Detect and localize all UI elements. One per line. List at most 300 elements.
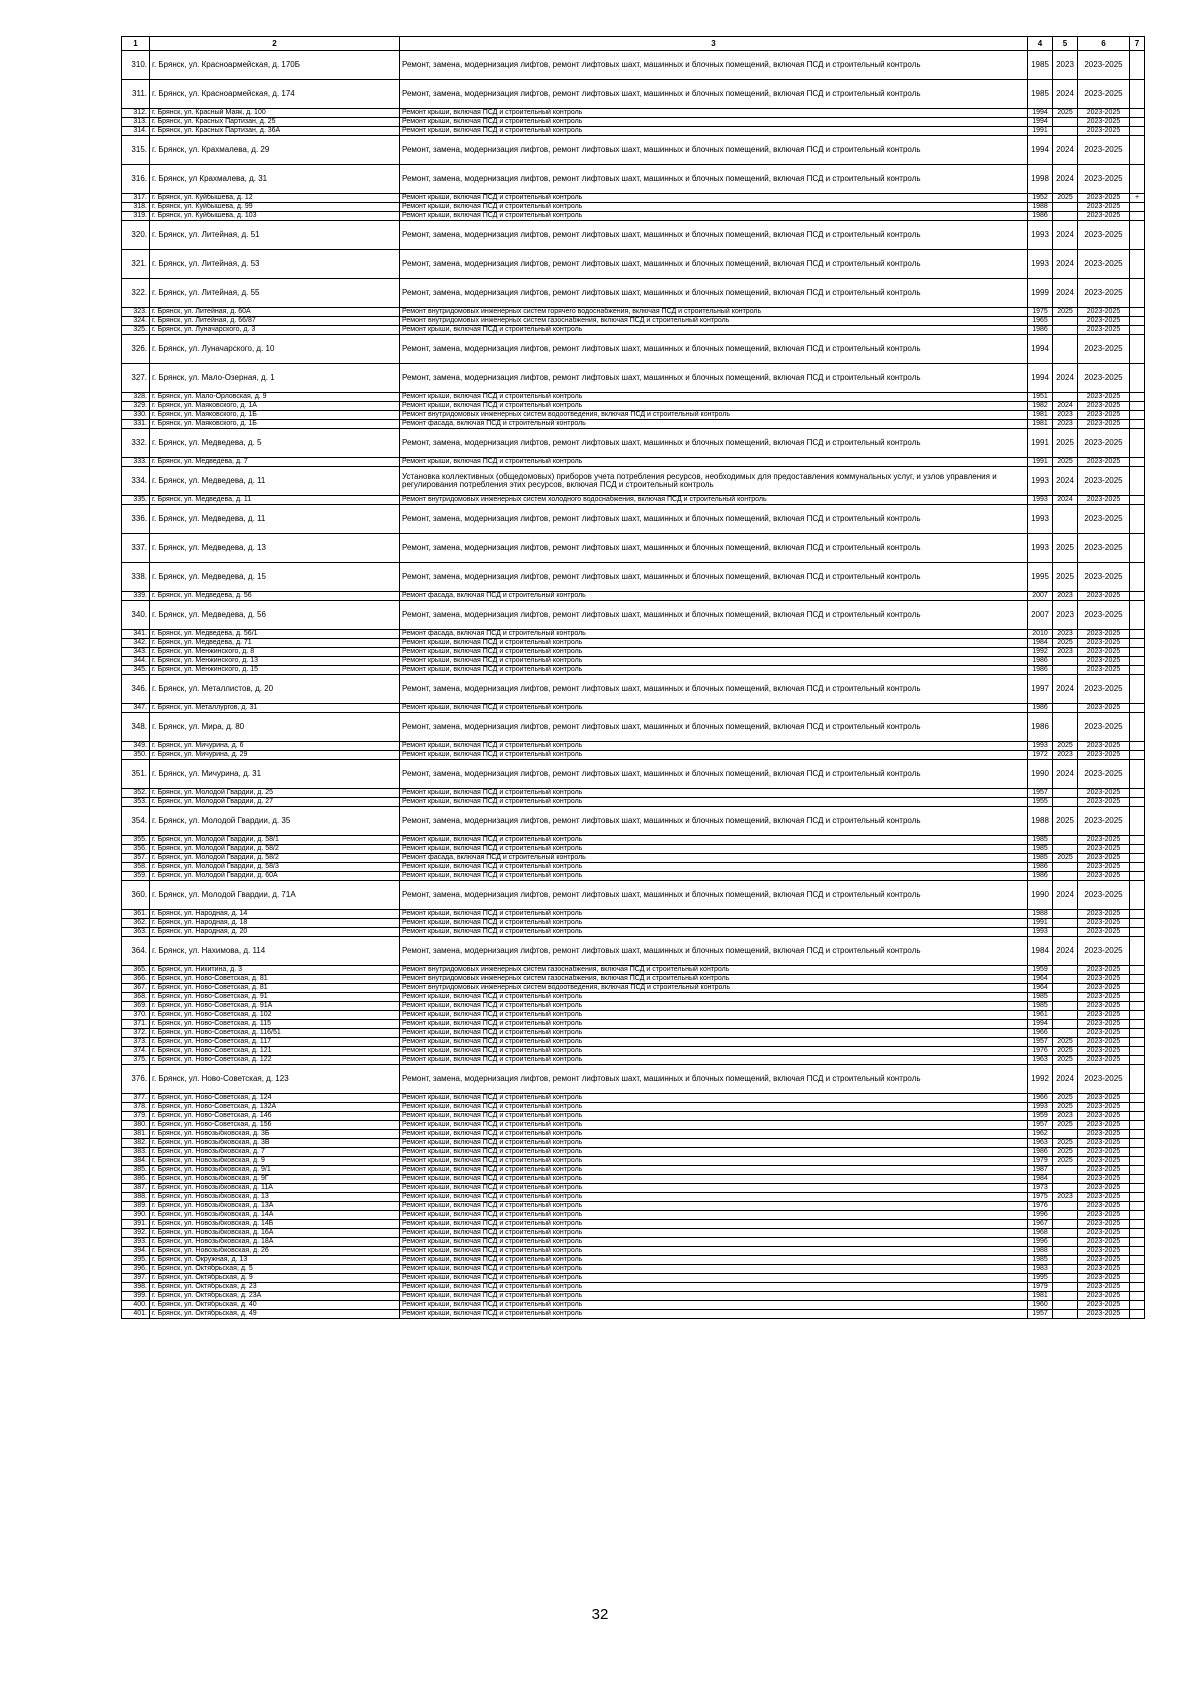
planned-year-cell	[1053, 1274, 1078, 1283]
program-period-cell: 2023-2025	[1078, 751, 1130, 760]
note-cell	[1130, 80, 1145, 109]
planned-year-cell	[1053, 1265, 1078, 1274]
planned-year-cell: 2025	[1053, 1056, 1078, 1065]
year-built-cell: 1983	[1028, 1265, 1053, 1274]
work-type-cell: Ремонт, замена, модернизация лифтов, ремонт лифтовых шахт, машинных и блочных помещений, включая ПСД и строительный контроль	[400, 505, 1028, 534]
table-row	[122, 51, 1145, 80]
address-cell: г. Брянск, ул. Медведева, д. 11	[150, 505, 400, 534]
address-cell: г. Брянск, ул. Новозыбковская, д. 9Г	[150, 1175, 400, 1184]
row-number-cell: 320.	[122, 221, 150, 250]
year-built-cell: 1952	[1028, 194, 1053, 203]
table-row	[122, 1247, 1145, 1256]
address-cell: г. Брянск, ул. Медведева, д. 56	[150, 601, 400, 630]
work-type-cell: Ремонт крыши, включая ПСД и строительный контроль	[400, 1029, 1028, 1038]
year-built-cell: 1996	[1028, 1238, 1053, 1247]
year-built-cell: 1996	[1028, 1211, 1053, 1220]
address-cell: г. Брянск, ул. Медведева, д. 13	[150, 534, 400, 563]
year-built-cell: 1986	[1028, 704, 1053, 713]
planned-year-cell: 2025	[1053, 1038, 1078, 1047]
year-built-cell: 1964	[1028, 975, 1053, 984]
year-built-cell: 1965	[1028, 317, 1053, 326]
address-cell: г. Брянск, ул. Молодой Гвардии, д. 58/1	[150, 836, 400, 845]
table-row	[122, 393, 1145, 402]
planned-year-cell	[1053, 335, 1078, 364]
work-type-cell: Ремонт, замена, модернизация лифтов, ремонт лифтовых шахт, машинных и блочных помещений, включая ПСД и строительный контроль	[400, 937, 1028, 966]
program-period-cell: 2023-2025	[1078, 807, 1130, 836]
row-number-cell: 325.	[122, 326, 150, 335]
work-type-cell: Ремонт крыши, включая ПСД и строительный контроль	[400, 458, 1028, 467]
row-number-cell: 331.	[122, 420, 150, 429]
work-type-cell: Ремонт, замена, модернизация лифтов, ремонт лифтовых шахт, машинных и блочных помещений, включая ПСД и строительный контроль	[400, 881, 1028, 910]
planned-year-cell	[1053, 1238, 1078, 1247]
program-period-cell: 2023-2025	[1078, 704, 1130, 713]
table-row	[122, 919, 1145, 928]
work-type-cell: Ремонт крыши, включая ПСД и строительный контроль	[400, 993, 1028, 1002]
program-period-cell: 2023-2025	[1078, 1310, 1130, 1319]
planned-year-cell: 2025	[1053, 109, 1078, 118]
planned-year-cell	[1053, 919, 1078, 928]
program-period-cell: 2023-2025	[1078, 639, 1130, 648]
note-cell	[1130, 420, 1145, 429]
work-type-cell: Ремонт крыши, включая ПСД и строительный контроль	[400, 1301, 1028, 1310]
work-type-cell: Ремонт внутридомовых инженерных систем газоснабжения, включая ПСД и строительный контроль	[400, 317, 1028, 326]
address-cell: г. Брянск, ул. Новозыбковская, д. 9	[150, 1157, 400, 1166]
work-type-cell: Ремонт крыши, включая ПСД и строительный контроль	[400, 1175, 1028, 1184]
row-number-cell: 351.	[122, 760, 150, 789]
note-cell	[1130, 326, 1145, 335]
planned-year-cell	[1053, 1301, 1078, 1310]
program-period-cell: 2023-2025	[1078, 910, 1130, 919]
row-number-cell: 363.	[122, 928, 150, 937]
planned-year-cell: 2023	[1053, 420, 1078, 429]
program-period-cell: 2023-2025	[1078, 496, 1130, 505]
address-cell: г. Брянск, ул. Мичурина, д. 6	[150, 742, 400, 751]
note-cell	[1130, 1310, 1145, 1319]
year-built-cell: 1990	[1028, 881, 1053, 910]
row-number-cell: 364.	[122, 937, 150, 966]
year-built-cell: 1979	[1028, 1283, 1053, 1292]
planned-year-cell: 2023	[1053, 411, 1078, 420]
column-number-4: 4	[1028, 37, 1053, 51]
planned-year-cell	[1053, 1292, 1078, 1301]
year-built-cell: 1993	[1028, 742, 1053, 751]
row-number-cell: 400.	[122, 1301, 150, 1310]
address-cell: г. Брянск, ул. Луначарского, д. 10	[150, 335, 400, 364]
planned-year-cell	[1053, 975, 1078, 984]
program-period-cell: 2023-2025	[1078, 1193, 1130, 1202]
note-cell	[1130, 1011, 1145, 1020]
row-number-cell: 323.	[122, 308, 150, 317]
row-number-cell: 401.	[122, 1310, 150, 1319]
table-row	[122, 639, 1145, 648]
table-row	[122, 467, 1145, 496]
table-row	[122, 798, 1145, 807]
planned-year-cell: 2024	[1053, 1065, 1078, 1094]
program-period-cell: 2023-2025	[1078, 221, 1130, 250]
note-cell	[1130, 928, 1145, 937]
planned-year-cell: 2024	[1053, 279, 1078, 308]
work-type-cell: Ремонт крыши, включая ПСД и строительный контроль	[400, 648, 1028, 657]
row-number-cell: 353.	[122, 798, 150, 807]
row-number-cell: 350.	[122, 751, 150, 760]
program-period-cell: 2023-2025	[1078, 317, 1130, 326]
address-cell: г. Брянск, ул. Ново-Советская, д. 124	[150, 1094, 400, 1103]
program-period-cell: 2023-2025	[1078, 675, 1130, 704]
address-cell: г. Брянск, ул. Молодой Гвардии, д. 58/2	[150, 845, 400, 854]
planned-year-cell: 2025	[1053, 308, 1078, 317]
note-cell	[1130, 630, 1145, 639]
program-period-cell: 2023-2025	[1078, 937, 1130, 966]
note-cell	[1130, 51, 1145, 80]
row-number-cell: 356.	[122, 845, 150, 854]
year-built-cell: 1994	[1028, 335, 1053, 364]
year-built-cell: 1988	[1028, 203, 1053, 212]
address-cell: г. Брянск, ул. Молодой Гвардии, д. 60А	[150, 872, 400, 881]
address-cell: г. Брянск, ул. Мичурина, д. 31	[150, 760, 400, 789]
planned-year-cell: 2025	[1053, 1121, 1078, 1130]
note-cell	[1130, 675, 1145, 704]
note-cell	[1130, 429, 1145, 458]
work-type-cell: Ремонт, замена, модернизация лифтов, ремонт лифтовых шахт, машинных и блочных помещений, включая ПСД и строительный контроль	[400, 165, 1028, 194]
address-cell: г. Брянск, ул. Ново-Советская, д. 117	[150, 1038, 400, 1047]
address-cell: г. Брянск, ул. Медведева, д. 71	[150, 639, 400, 648]
work-type-cell: Ремонт крыши, включая ПСД и строительный контроль	[400, 910, 1028, 919]
year-built-cell: 1991	[1028, 919, 1053, 928]
table-row	[122, 975, 1145, 984]
work-type-cell: Ремонт внутридомовых инженерных систем газоснабжения, включая ПСД и строительный контроль	[400, 975, 1028, 984]
work-type-cell: Ремонт крыши, включая ПСД и строительный контроль	[400, 194, 1028, 203]
work-type-cell: Ремонт, замена, модернизация лифтов, ремонт лифтовых шахт, машинных и блочных помещений, включая ПСД и строительный контроль	[400, 221, 1028, 250]
program-period-cell: 2023-2025	[1078, 212, 1130, 221]
table-row	[122, 1292, 1145, 1301]
address-cell: г. Брянск, ул. Литейная, д. 53	[150, 250, 400, 279]
address-cell: г. Брянск, ул. Молодой Гвардии, д. 35	[150, 807, 400, 836]
planned-year-cell: 2025	[1053, 742, 1078, 751]
year-built-cell: 1998	[1028, 165, 1053, 194]
program-period-cell: 2023-2025	[1078, 402, 1130, 411]
table-row	[122, 1301, 1145, 1310]
table-row	[122, 1202, 1145, 1211]
year-built-cell: 1961	[1028, 1011, 1053, 1020]
row-number-cell: 339.	[122, 592, 150, 601]
program-period-cell: 2023-2025	[1078, 1029, 1130, 1038]
program-period-cell: 2023-2025	[1078, 975, 1130, 984]
address-cell: г. Брянск, ул. Маяковского, д. 1А	[150, 402, 400, 411]
note-cell	[1130, 751, 1145, 760]
row-number-cell: 367.	[122, 984, 150, 993]
row-number-cell: 394.	[122, 1247, 150, 1256]
program-period-cell: 2023-2025	[1078, 1256, 1130, 1265]
planned-year-cell	[1053, 118, 1078, 127]
address-cell: г. Брянск, ул. Маяковского, д. 1Б	[150, 411, 400, 420]
work-type-cell: Ремонт, замена, модернизация лифтов, ремонт лифтовых шахт, машинных и блочных помещений, включая ПСД и строительный контроль	[400, 51, 1028, 80]
row-number-cell: 358.	[122, 863, 150, 872]
note-cell	[1130, 1220, 1145, 1229]
row-number-cell: 378.	[122, 1103, 150, 1112]
planned-year-cell	[1053, 1283, 1078, 1292]
year-built-cell: 1957	[1028, 1310, 1053, 1319]
table-row	[122, 1175, 1145, 1184]
address-cell: г. Брянск, ул. Куйбышева, д. 99	[150, 203, 400, 212]
program-period-cell: 2023-2025	[1078, 1121, 1130, 1130]
row-number-cell: 338.	[122, 563, 150, 592]
row-number-cell: 311.	[122, 80, 150, 109]
address-cell: г. Брянск, ул. Новозыбковская, д. 14Б	[150, 1220, 400, 1229]
note-cell	[1130, 118, 1145, 127]
year-built-cell: 1963	[1028, 1056, 1053, 1065]
program-period-cell: 2023-2025	[1078, 1211, 1130, 1220]
address-cell: г. Брянск, ул. Мичурина, д. 29	[150, 751, 400, 760]
year-built-cell: 1960	[1028, 1301, 1053, 1310]
year-built-cell: 1986	[1028, 713, 1053, 742]
row-number-cell: 385.	[122, 1166, 150, 1175]
work-type-cell: Ремонт крыши, включая ПСД и строительный контроль	[400, 1184, 1028, 1193]
address-cell: г. Брянск, ул. Медведева, д. 15	[150, 563, 400, 592]
year-built-cell: 1967	[1028, 1220, 1053, 1229]
program-period-cell: 2023-2025	[1078, 1056, 1130, 1065]
row-number-cell: 359.	[122, 872, 150, 881]
year-built-cell: 1975	[1028, 308, 1053, 317]
program-period-cell: 2023-2025	[1078, 80, 1130, 109]
program-period-cell: 2023-2025	[1078, 1011, 1130, 1020]
table-row	[122, 1310, 1145, 1319]
row-number-cell: 374.	[122, 1047, 150, 1056]
row-number-cell: 333.	[122, 458, 150, 467]
year-built-cell: 1992	[1028, 1065, 1053, 1094]
note-cell	[1130, 1265, 1145, 1274]
row-number-cell: 326.	[122, 335, 150, 364]
year-built-cell: 1963	[1028, 1139, 1053, 1148]
column-number-1: 1	[122, 37, 150, 51]
program-period-cell: 2023-2025	[1078, 760, 1130, 789]
table-row	[122, 966, 1145, 975]
address-cell: г. Брянск, ул. Новозыбковская, д. 13	[150, 1193, 400, 1202]
program-period-cell: 2023-2025	[1078, 1139, 1130, 1148]
year-built-cell: 1985	[1028, 845, 1053, 854]
year-built-cell: 1985	[1028, 51, 1053, 80]
planned-year-cell: 2025	[1053, 1157, 1078, 1166]
work-type-cell: Ремонт, замена, модернизация лифтов, ремонт лифтовых шахт, машинных и блочных помещений, включая ПСД и строительный контроль	[400, 713, 1028, 742]
year-built-cell: 1999	[1028, 279, 1053, 308]
address-cell: г. Брянск, ул. Красных Партизан, д. 36А	[150, 127, 400, 136]
year-built-cell: 1993	[1028, 221, 1053, 250]
column-number-7: 7	[1130, 37, 1145, 51]
work-type-cell: Ремонт крыши, включая ПСД и строительный контроль	[400, 1094, 1028, 1103]
address-cell: г. Брянск, ул. Литейная, д. 66/87	[150, 317, 400, 326]
note-cell	[1130, 402, 1145, 411]
program-period-cell: 2023-2025	[1078, 467, 1130, 496]
table-row	[122, 335, 1145, 364]
table-row	[122, 80, 1145, 109]
planned-year-cell: 2024	[1053, 80, 1078, 109]
table-row	[122, 1139, 1145, 1148]
program-period-cell: 2023-2025	[1078, 666, 1130, 675]
row-number-cell: 360.	[122, 881, 150, 910]
work-type-cell: Ремонт крыши, включая ПСД и строительный контроль	[400, 1139, 1028, 1148]
work-type-cell: Ремонт крыши, включая ПСД и строительный контроль	[400, 742, 1028, 751]
row-number-cell: 348.	[122, 713, 150, 742]
planned-year-cell: 2024	[1053, 136, 1078, 165]
row-number-cell: 382.	[122, 1139, 150, 1148]
address-cell: г. Брянск, ул. Литейная, д. 51	[150, 221, 400, 250]
note-cell	[1130, 1094, 1145, 1103]
table-row	[122, 317, 1145, 326]
program-period-cell: 2023-2025	[1078, 854, 1130, 863]
work-type-cell: Ремонт крыши, включая ПСД и строительный контроль	[400, 789, 1028, 798]
address-cell: г. Брянск, ул. Новозыбковская, д. 3В	[150, 1139, 400, 1148]
address-cell: г. Брянск, ул. Ново-Советская, д. 91А	[150, 1002, 400, 1011]
note-cell	[1130, 919, 1145, 928]
work-type-cell: Ремонт крыши, включая ПСД и строительный контроль	[400, 704, 1028, 713]
address-cell: г. Брянск, ул. Молодой Гвардии, д. 71А	[150, 881, 400, 910]
work-type-cell: Ремонт внутридомовых инженерных систем газоснабжения, включая ПСД и строительный контроль	[400, 966, 1028, 975]
table-row	[122, 836, 1145, 845]
address-cell: г. Брянск, ул. Мира, д. 80	[150, 713, 400, 742]
table-row	[122, 1103, 1145, 1112]
note-cell	[1130, 1175, 1145, 1184]
table-row	[122, 1193, 1145, 1202]
year-built-cell: 1985	[1028, 1002, 1053, 1011]
row-number-cell: 393.	[122, 1238, 150, 1247]
row-number-cell: 318.	[122, 203, 150, 212]
note-cell	[1130, 592, 1145, 601]
note-cell	[1130, 1002, 1145, 1011]
planned-year-cell	[1053, 1020, 1078, 1029]
row-number-cell: 336.	[122, 505, 150, 534]
work-type-cell: Ремонт крыши, включая ПСД и строительный контроль	[400, 919, 1028, 928]
table-row	[122, 1256, 1145, 1265]
table-row	[122, 165, 1145, 194]
row-number-cell: 314.	[122, 127, 150, 136]
row-number-cell: 361.	[122, 910, 150, 919]
work-type-cell: Ремонт крыши, включая ПСД и строительный контроль	[400, 203, 1028, 212]
address-cell: г. Брянск, ул. Луначарского, д. 3	[150, 326, 400, 335]
table-row	[122, 429, 1145, 458]
planned-year-cell	[1053, 863, 1078, 872]
address-cell: г. Брянск, ул. Молодой Гвардии, д. 58/3	[150, 863, 400, 872]
note-cell	[1130, 1112, 1145, 1121]
note-cell	[1130, 364, 1145, 393]
year-built-cell: 1994	[1028, 136, 1053, 165]
work-type-cell: Ремонт крыши, включая ПСД и строительный контроль	[400, 1148, 1028, 1157]
program-period-cell: 2023-2025	[1078, 1166, 1130, 1175]
address-cell: г. Брянск, ул. Красноармейская, д. 170Б	[150, 51, 400, 80]
table-row	[122, 872, 1145, 881]
note-cell	[1130, 910, 1145, 919]
year-built-cell: 1993	[1028, 496, 1053, 505]
row-number-cell: 373.	[122, 1038, 150, 1047]
table-row	[122, 194, 1145, 203]
row-number-cell: 375.	[122, 1056, 150, 1065]
planned-year-cell	[1053, 1166, 1078, 1175]
note-cell	[1130, 1247, 1145, 1256]
address-cell: г. Брянск, ул. Мало-Озерная, д. 1	[150, 364, 400, 393]
row-number-cell: 379.	[122, 1112, 150, 1121]
table-row	[122, 1184, 1145, 1193]
note-cell	[1130, 1229, 1145, 1238]
work-type-cell: Ремонт крыши, включая ПСД и строительный контроль	[400, 1229, 1028, 1238]
work-type-cell: Ремонт крыши, включая ПСД и строительный контроль	[400, 1002, 1028, 1011]
program-period-cell: 2023-2025	[1078, 1148, 1130, 1157]
row-number-cell: 389.	[122, 1202, 150, 1211]
row-number-cell: 355.	[122, 836, 150, 845]
work-type-cell: Ремонт крыши, включая ПСД и строительный контроль	[400, 1056, 1028, 1065]
work-type-cell: Ремонт, замена, модернизация лифтов, ремонт лифтовых шахт, машинных и блочных помещений, включая ПСД и строительный контроль	[400, 675, 1028, 704]
address-cell: г. Брянск, ул. Менжинского, д. 15	[150, 666, 400, 675]
program-period-cell: 2023-2025	[1078, 1038, 1130, 1047]
table-row	[122, 534, 1145, 563]
note-cell	[1130, 1283, 1145, 1292]
planned-year-cell: 2025	[1053, 194, 1078, 203]
program-period-cell: 2023-2025	[1078, 1065, 1130, 1094]
address-cell: г. Брянск, ул. Мало-Орловская, д. 9	[150, 393, 400, 402]
table-row	[122, 308, 1145, 317]
address-cell: г. Брянск, ул. Ново-Советская, д. 123	[150, 1065, 400, 1094]
year-built-cell: 1985	[1028, 80, 1053, 109]
planned-year-cell: 2024	[1053, 402, 1078, 411]
program-period-cell: 2023-2025	[1078, 393, 1130, 402]
table-row	[122, 136, 1145, 165]
table-row	[122, 657, 1145, 666]
planned-year-cell: 2024	[1053, 250, 1078, 279]
year-built-cell: 1986	[1028, 872, 1053, 881]
planned-year-cell: 2023	[1053, 630, 1078, 639]
program-period-cell: 2023-2025	[1078, 1094, 1130, 1103]
note-cell	[1130, 1292, 1145, 1301]
work-type-cell: Ремонт крыши, включая ПСД и строительный контроль	[400, 845, 1028, 854]
row-number-cell: 381.	[122, 1130, 150, 1139]
note-cell	[1130, 250, 1145, 279]
program-period-cell: 2023-2025	[1078, 1202, 1130, 1211]
address-cell: г. Брянск, ул. Новозыбковская, д. 3Б	[150, 1130, 400, 1139]
year-built-cell: 1973	[1028, 1184, 1053, 1193]
year-built-cell: 1964	[1028, 984, 1053, 993]
table-row	[122, 1148, 1145, 1157]
table-row	[122, 666, 1145, 675]
year-built-cell: 1992	[1028, 648, 1053, 657]
row-number-cell: 343.	[122, 648, 150, 657]
row-number-cell: 377.	[122, 1094, 150, 1103]
note-cell	[1130, 993, 1145, 1002]
work-type-cell: Ремонт, замена, модернизация лифтов, ремонт лифтовых шахт, машинных и блочных помещений, включая ПСД и строительный контроль	[400, 250, 1028, 279]
planned-year-cell	[1053, 928, 1078, 937]
work-type-cell: Ремонт крыши, включая ПСД и строительный контроль	[400, 1193, 1028, 1202]
address-cell: г. Брянск, ул. Красноармейская, д. 174	[150, 80, 400, 109]
year-built-cell: 1968	[1028, 1229, 1053, 1238]
year-built-cell: 1955	[1028, 798, 1053, 807]
address-cell: г. Брянск, ул. Молодой Гвардии, д. 58/2	[150, 854, 400, 863]
table-row	[122, 713, 1145, 742]
row-number-cell: 357.	[122, 854, 150, 863]
address-cell: г. Брянск, ул. Ново-Советская, д. 115	[150, 1020, 400, 1029]
table-row	[122, 845, 1145, 854]
table-row	[122, 109, 1145, 118]
note-cell	[1130, 534, 1145, 563]
address-cell: г. Брянск, ул. Никитина, д. 3	[150, 966, 400, 975]
work-type-cell: Ремонт крыши, включая ПСД и строительный контроль	[400, 1047, 1028, 1056]
work-type-cell: Ремонт крыши, включая ПСД и строительный контроль	[400, 1292, 1028, 1301]
year-built-cell: 1976	[1028, 1047, 1053, 1056]
year-built-cell: 1994	[1028, 364, 1053, 393]
program-period-cell: 2023-2025	[1078, 136, 1130, 165]
year-built-cell: 1990	[1028, 760, 1053, 789]
address-cell: г. Брянск, ул. Литейная, д. 60А	[150, 308, 400, 317]
year-built-cell: 1988	[1028, 910, 1053, 919]
year-built-cell: 1982	[1028, 402, 1053, 411]
note-cell	[1130, 1148, 1145, 1157]
row-number-cell: 317.	[122, 194, 150, 203]
row-number-cell: 344.	[122, 657, 150, 666]
